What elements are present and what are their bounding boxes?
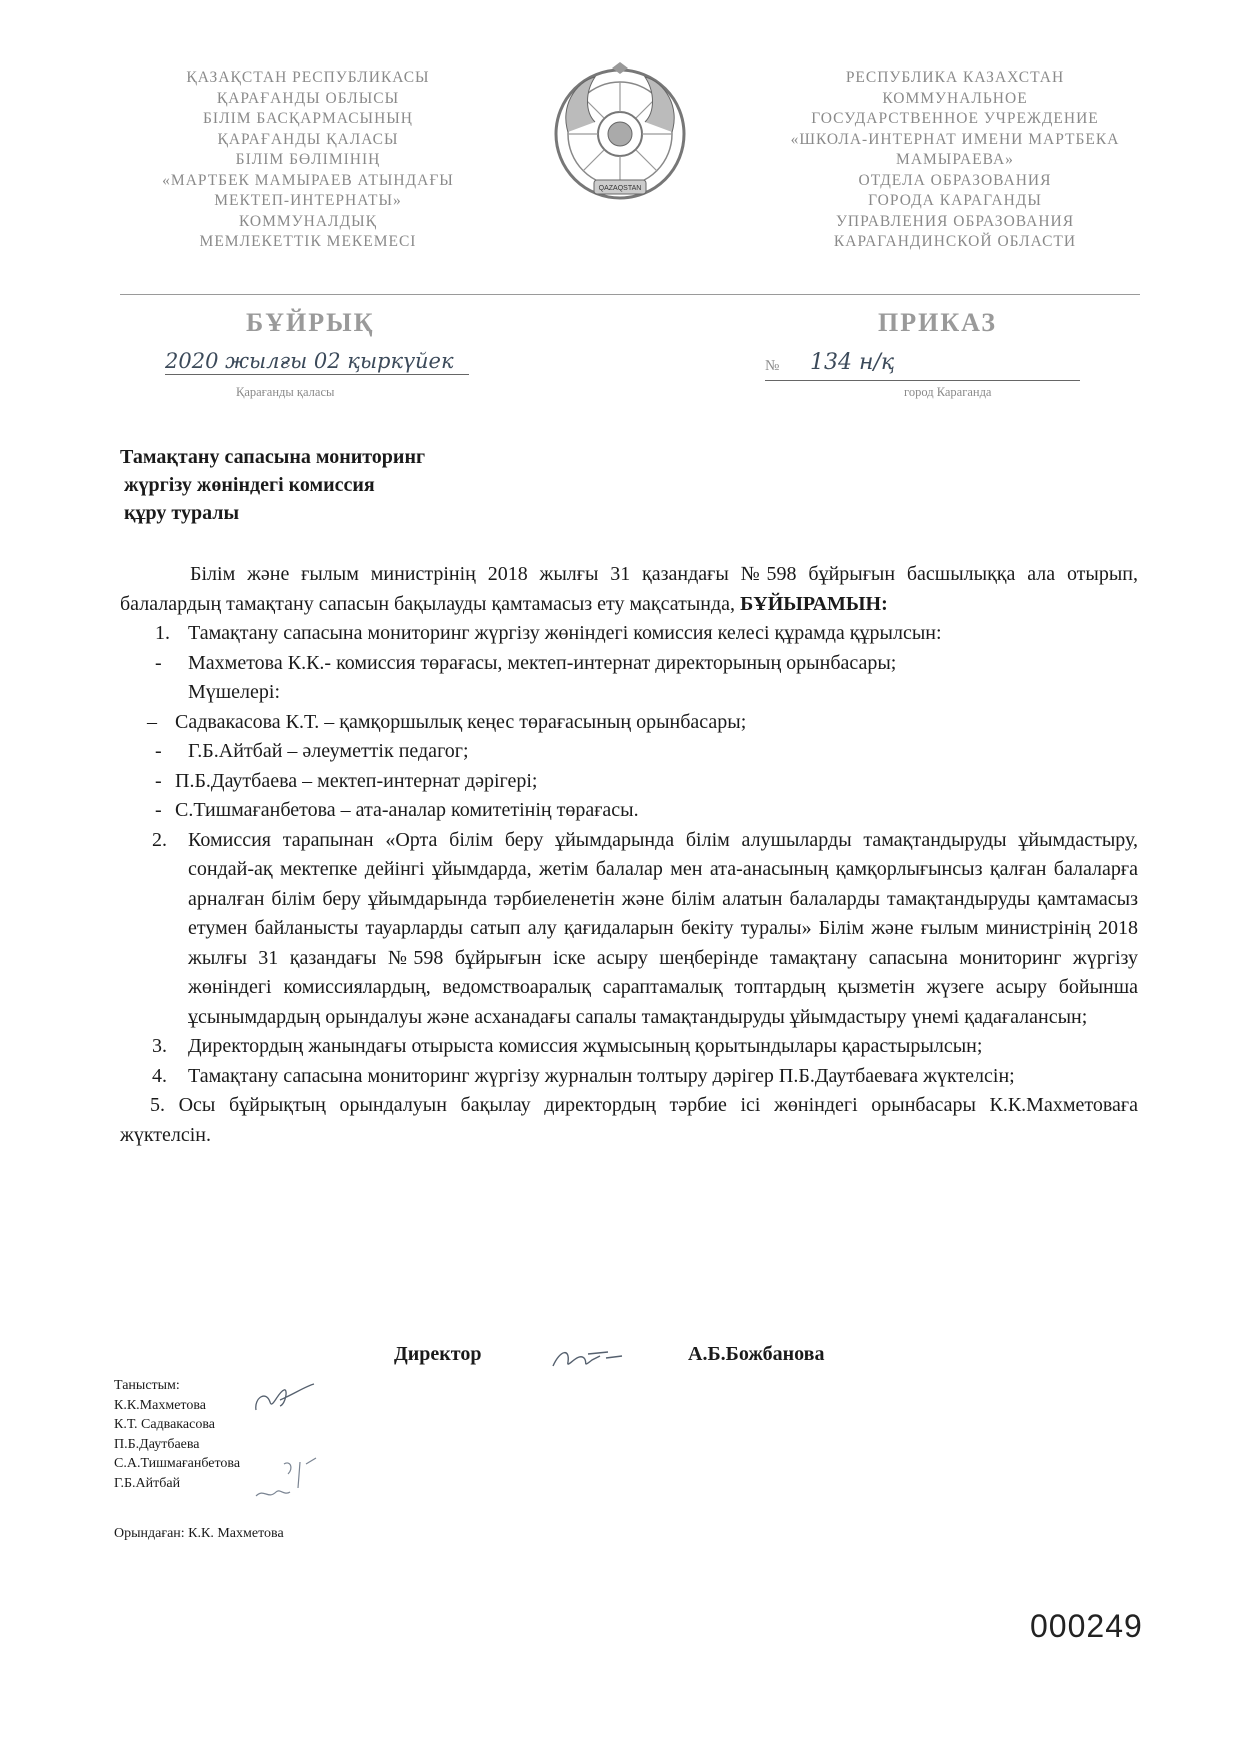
acquainted-name: С.А.Тишмағанбетова	[114, 1456, 241, 1471]
doc-type-ru: ПРИКАЗ	[878, 308, 998, 337]
header-ru-line: ОТДЕЛА ОБРАЗОВАНИЯ	[858, 171, 1052, 189]
emblem-label: QAZAQSTAN	[598, 185, 642, 192]
order-title	[120, 443, 425, 527]
intro-text: Білім және ғылым министрінің 2018 жылғы 31 қазандағы №598 бұйрығын басшылыққа ала отырып, балалардың тамақтану сапасын бақылауды қамтамасыз ету мақсатында,	[120, 563, 1138, 615]
header-kz-line: ҚАРАҒАНДЫ ҚАЛАСЫ	[217, 130, 399, 148]
signature-title: Директор	[394, 1343, 482, 1365]
item-text: Комиссия тарапынан «Орта білім беру ұйымдарында білім алушыларды тамақтандыруды ұйымдастыру, сондай-ақ мектепке дейінгі ұйымдарда, жетім балалар мен ата-анасының қамқорлығынсыз қалған балаларға арналған білім беру ұйымдарында тәрбиеленетін және білім алатын балаларды тамақтандыруды қамтамасыз етумен байланысты тауарларды сатып алу қағидаларын бекіту туралы» Білім және ғылым министрінің 2018 жылғы 31 қазандағы №598 бұйрығын іске асыру шеңберінде тамақтану сапасына мониторинг жүргізу жөніндегі комиссиялардың, ведомствоаралық сараптамалық топтардың қызметін жүзеге асыру бойынша ұсынымдардың орындалуы және асханадағы сапалы тамақтандыруды ұйымдастыру үнемі қадағалансын;	[188, 828, 1138, 1028]
list-item	[120, 649, 1138, 679]
executor-line: Орындаған: К.К. Махметова	[114, 1526, 284, 1541]
acquainted-name: Г.Б.Айтбай	[114, 1475, 181, 1491]
item-text: Тамақтану сапасына мониторинг жүргізу жөніндегі комиссия келесі құрамда құрылсын:	[188, 622, 942, 644]
header-ru-line: РЕСПУБЛИКА КАЗАХСТАН	[845, 69, 1065, 86]
intro-bold: БҰЙЫРАМЫН:	[740, 592, 888, 615]
item-marker: –	[147, 710, 157, 733]
item-marker: 1.	[155, 622, 170, 644]
handwritten-number: 134 н/қ	[810, 350, 895, 375]
item-text: Тамақтану сапасына мониторинг жүргізу журналын толтыру дәрігер П.Б.Даутбаеваға жүктелсін;	[188, 1064, 1015, 1087]
item-text: Директордың жанындағы отырыста комиссия жұмысының қорытындылары қарастырылсын;	[188, 1035, 983, 1057]
header-ru	[780, 68, 1130, 253]
handwritten-date: 2020 жылғы 02 қыркүйек	[165, 349, 469, 375]
header-ru-line: МАМЫРАЕВА»	[896, 151, 1014, 168]
header-kz-line: БІЛІМ БӨЛІМІНІҢ	[235, 151, 381, 168]
title-line: Тамақтану сапасына мониторинг	[120, 446, 426, 468]
header-ru-line: «ШКОЛА-ИНТЕРНАТ ИМЕНИ МАРТБЕКА	[790, 130, 1120, 148]
list-item	[120, 619, 1138, 649]
page-stamp-number: 000249	[1030, 1608, 1143, 1644]
signature-aitbai-icon	[250, 1454, 330, 1504]
item-text: Махметова К.К.- комиссия төрағасы, мектеп-интернат директорының орынбасары;	[188, 651, 897, 674]
list-item	[120, 708, 1138, 738]
item-text: П.Б.Даутбаева – мектеп-интернат дәрігері;	[175, 769, 538, 792]
signature-name: А.Б.Божбанова	[688, 1343, 825, 1365]
list-item	[120, 1062, 1138, 1092]
item-marker	[155, 678, 188, 708]
item-5-paragraph: 5. Осы бұйрықтың орындалуын бақылау директордың тәрбие ісі жөніндегі орынбасары К.К.Махметоваға жүктелсін.	[120, 1094, 1138, 1146]
acquainted-name: К.Т. Садвакасова	[114, 1417, 215, 1432]
item-marker: 2.	[152, 828, 167, 851]
item-marker: -	[155, 799, 162, 821]
list-item	[120, 737, 1138, 767]
item-marker: 4.	[152, 1064, 167, 1087]
item-marker: -	[155, 651, 162, 674]
item-marker: 3.	[152, 1035, 167, 1057]
acquainted-block	[114, 1376, 240, 1493]
header-ru-line: УПРАВЛЕНИЯ ОБРАЗОВАНИЯ	[835, 212, 1075, 230]
item-marker: -	[155, 769, 162, 792]
order-body	[120, 560, 1138, 1150]
item-marker: -	[155, 740, 162, 762]
item-text: С.Тишмағанбетова – ата-аналар комитетінің төрағасы.	[175, 799, 639, 821]
signature-mahmetova-icon	[250, 1380, 320, 1416]
list-item	[120, 678, 1138, 708]
header-kz-line: ҚАЗАҚСТАН РЕСПУБЛИКАСЫ	[186, 69, 430, 86]
header-ru-line: КАРАГАНДИНСКОЙ ОБЛАСТИ	[833, 233, 1077, 250]
number-label: №	[765, 358, 780, 374]
list-item	[120, 1032, 1138, 1062]
header-kz-line: БІЛІМ БАСҚАРМАСЫНЫҢ	[203, 110, 413, 127]
header-kz-line: МЕМЛЕКЕТТІК МЕКЕМЕСІ	[199, 233, 417, 250]
title-line: жүргізу жөніндегі комиссия	[124, 474, 375, 496]
title-line: құру туралы	[124, 502, 240, 524]
list-item	[120, 796, 1138, 826]
item-text: Г.Б.Айтбай – әлеуметтік педагог;	[188, 740, 469, 762]
city-ru: город Караганда	[904, 385, 992, 399]
order-number-field	[765, 350, 1080, 381]
state-emblem-icon	[550, 62, 690, 212]
city-kz: Қарағанды қаласы	[236, 385, 335, 399]
header-kz	[133, 68, 483, 253]
header-kz-line: «МАРТБЕК МАМЫРАЕВ АТЫНДАҒЫ	[162, 171, 454, 189]
acquainted-name: К.К.Махметова	[114, 1397, 206, 1413]
intro-paragraph	[120, 560, 1138, 619]
acquainted-name: П.Б.Даутбаева	[114, 1436, 200, 1452]
header-ru-line: ГОРОДА КАРАГАНДЫ	[868, 192, 1042, 209]
header-divider	[120, 294, 1140, 295]
header-ru-line: КОММУНАЛЬНОЕ	[882, 89, 1028, 107]
item-text: Мүшелері:	[188, 681, 281, 703]
header-ru-line: ГОСУДАРСТВЕННОЕ УЧРЕЖДЕНИЕ	[811, 110, 1099, 127]
header-kz-line: МЕКТЕП-ИНТЕРНАТЫ»	[214, 192, 402, 209]
item-text: Садвакасова К.Т. – қамқоршылық кеңес төрағасының орынбасары;	[175, 710, 747, 733]
acquainted-label: Таныстым:	[114, 1378, 180, 1393]
doc-type-kz: БҰЙРЫҚ	[246, 308, 375, 337]
header-kz-line: КОММУНАЛДЫҚ	[238, 212, 377, 230]
director-signature-icon	[548, 1344, 628, 1374]
list-item	[120, 826, 1138, 1033]
header-kz-line: ҚАРАҒАНДЫ ОБЛЫСЫ	[216, 89, 400, 107]
list-item	[120, 767, 1138, 797]
